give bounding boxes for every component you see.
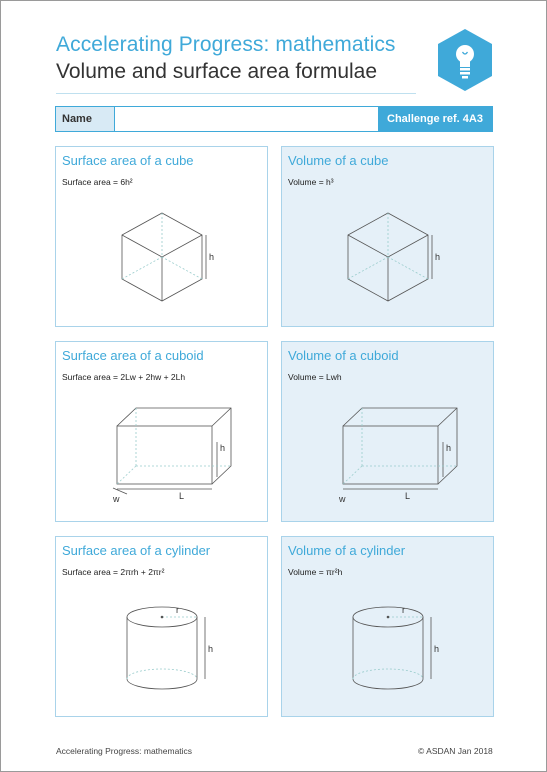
dimension-label-h: h <box>220 443 226 453</box>
card-volume-cuboid <box>281 341 494 522</box>
card-volume-cylinder <box>281 536 494 717</box>
card-formula: Surface area = 6h² <box>62 177 133 187</box>
dimension-label-h: h <box>209 252 215 262</box>
card-title: Volume of a cylinder <box>288 543 406 558</box>
page-subtitle: Volume and surface area formulae <box>56 60 378 83</box>
footer-left: Accelerating Progress: mathematics <box>56 746 193 756</box>
dimension-label-h: h <box>434 644 440 654</box>
name-label: Name <box>56 107 115 131</box>
card-surface-area-cylinder <box>55 536 268 717</box>
name-bar <box>55 106 493 132</box>
cuboid-diagram <box>56 342 269 523</box>
lightbulb-icon <box>436 28 494 92</box>
page-title: Accelerating Progress: mathematics <box>56 33 396 56</box>
dimension-label-r: r <box>402 605 405 615</box>
challenge-ref-badge: Challenge ref. 4A3 <box>378 107 492 131</box>
card-formula: Volume = h³ <box>288 177 334 187</box>
card-formula: Volume = Lwh <box>288 372 342 382</box>
card-surface-area-cuboid <box>55 341 268 522</box>
dimension-label-l: L <box>179 491 185 501</box>
dimension-label-h: h <box>435 252 441 262</box>
card-title: Surface area of a cube <box>62 153 194 168</box>
title-divider <box>56 93 416 94</box>
card-title: Volume of a cuboid <box>288 348 399 363</box>
card-surface-area-cube <box>55 146 268 327</box>
dimension-label-w: w <box>113 494 120 504</box>
card-title: Surface area of a cuboid <box>62 348 204 363</box>
cube-diagram <box>282 147 495 328</box>
cylinder-diagram <box>56 537 269 718</box>
dimension-label-r: r <box>176 605 179 615</box>
cuboid-diagram <box>282 342 495 523</box>
footer-copyright: © ASDAN Jan 2018 <box>418 746 493 756</box>
card-title: Surface area of a cylinder <box>62 543 211 558</box>
card-formula: Surface area = 2πrh + 2πr² <box>62 567 165 577</box>
dimension-label-h: h <box>208 644 214 654</box>
dimension-label-l: L <box>405 491 411 501</box>
card-volume-cube <box>281 146 494 327</box>
cube-diagram <box>56 147 269 328</box>
card-formula: Surface area = 2Lw + 2hw + 2Lh <box>62 372 186 382</box>
card-title: Volume of a cube <box>288 153 389 168</box>
card-formula: Volume = πr²h <box>288 567 343 577</box>
cylinder-diagram <box>282 537 495 718</box>
dimension-label-h: h <box>446 443 452 453</box>
dimension-label-w: w <box>339 494 346 504</box>
name-field[interactable] <box>115 107 378 131</box>
